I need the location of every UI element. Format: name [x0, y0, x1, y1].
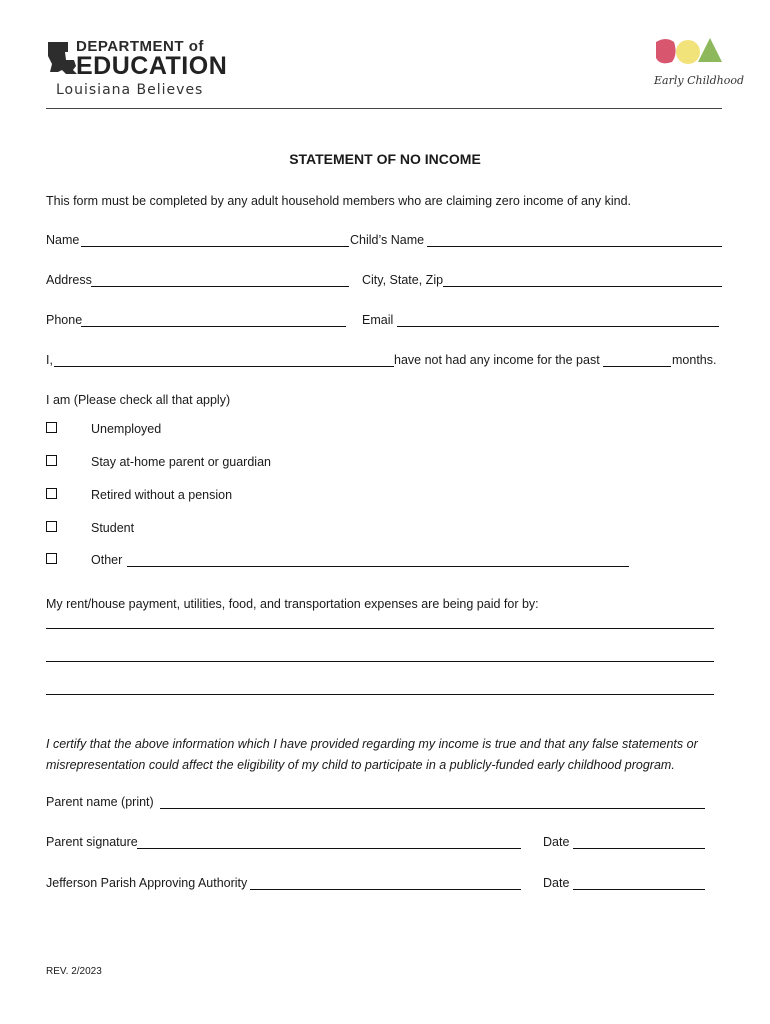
date-label: Date — [543, 876, 570, 890]
checklist-item-label: Retired without a pension — [91, 488, 233, 502]
parent-name-label: Parent name (print) — [46, 795, 154, 809]
address-label: Address — [46, 273, 92, 287]
logo-right-text: Early Childhood — [654, 74, 745, 87]
months-field[interactable] — [603, 366, 671, 367]
checkbox-stay-at-home[interactable] — [46, 455, 57, 466]
parent-signature-field[interactable] — [137, 848, 521, 849]
phone-label: Phone — [46, 313, 83, 327]
header-divider — [46, 108, 722, 109]
checklist-item-label: Stay at-home parent or guardian — [91, 455, 271, 469]
other-field[interactable] — [127, 566, 629, 567]
early-childhood-logo — [652, 36, 745, 98]
approving-authority-label: Jefferson Parish Approving Authority — [46, 876, 248, 890]
city-state-zip-field[interactable] — [443, 286, 722, 287]
email-field[interactable] — [397, 326, 719, 327]
expenses-prompt: My rent/house payment, utilities, food, and transportation expenses are being paid for by: — [46, 597, 539, 611]
childs-name-field[interactable] — [427, 246, 722, 247]
i-prefix-label: I, — [46, 353, 53, 367]
declarant-name-field[interactable] — [54, 366, 394, 367]
phone-field[interactable] — [81, 326, 346, 327]
doe-logo — [46, 38, 228, 100]
parent-name-field[interactable] — [160, 808, 705, 809]
parent-signature-label: Parent signature — [46, 835, 138, 849]
checklist-item-label: Unemployed — [91, 422, 162, 436]
parent-date-field[interactable] — [573, 848, 705, 849]
logo-education-text: EDUCATION — [76, 52, 228, 80]
checklist-item-label: Student — [91, 521, 135, 535]
logo-dept-text: DEPARTMENT of — [76, 38, 204, 55]
expenses-line-2[interactable] — [46, 661, 714, 662]
form-title: STATEMENT OF NO INCOME — [289, 151, 481, 167]
name-field[interactable] — [81, 246, 349, 247]
checkbox-retired[interactable] — [46, 488, 57, 499]
checklist-item-label: Other — [91, 553, 123, 567]
approving-date-field[interactable] — [573, 889, 705, 890]
checklist-intro: I am (Please check all that apply) — [46, 393, 231, 407]
checkbox-unemployed[interactable] — [46, 422, 57, 433]
certification-statement: I certify that the above information which I have provided regarding my income is true and that any false statements or misrepresentation could affect the eligibility of my child to participate in a publicly-funded early childhood program. — [46, 737, 698, 772]
approving-authority-field[interactable] — [250, 889, 521, 890]
email-label: Email — [362, 313, 394, 327]
checkbox-other[interactable] — [46, 553, 57, 564]
expenses-line-1[interactable] — [46, 628, 714, 629]
city-state-zip-label: City, State, Zip — [362, 273, 444, 287]
early-childhood-shapes-icon — [652, 36, 726, 72]
form-intro: This form must be completed by any adult household members who are claiming zero income of any kind. — [46, 194, 632, 208]
months-label: months. — [672, 353, 717, 367]
checkbox-student[interactable] — [46, 521, 57, 532]
expenses-line-3[interactable] — [46, 694, 714, 695]
name-label: Name — [46, 233, 80, 247]
address-field[interactable] — [91, 286, 349, 287]
childs-name-label: Child’s Name — [350, 233, 425, 247]
louisiana-state-icon — [46, 40, 78, 76]
logo-tagline: Louisiana Believes — [56, 82, 204, 98]
date-label: Date — [543, 835, 570, 849]
no-income-label: have not had any income for the past — [394, 353, 600, 367]
revision-label: REV. 2/2023 — [46, 966, 102, 977]
